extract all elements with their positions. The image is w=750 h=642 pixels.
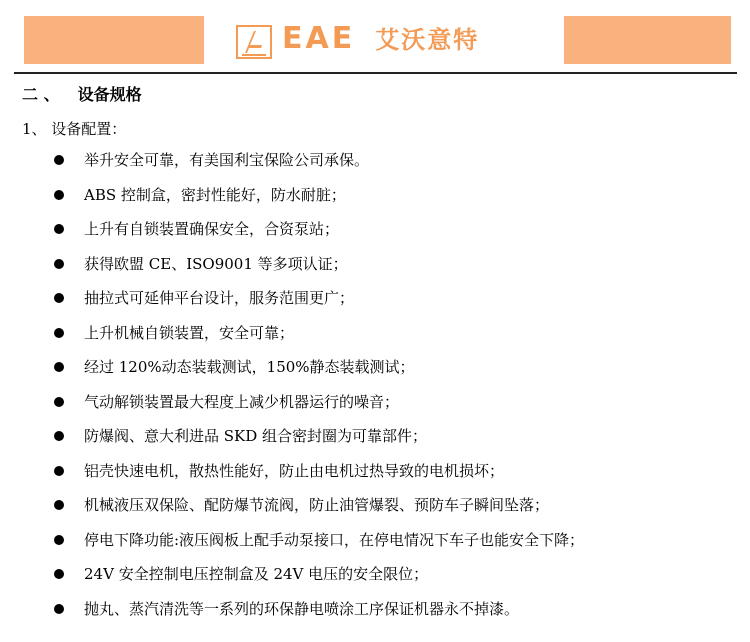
- list-item-text: 气动解锁装置最大程度上减少机器运行的噪音；: [84, 392, 400, 411]
- list-item-text: 抽拉式可延伸平台设计，服务范围更广；: [84, 289, 355, 307]
- list-item-text: 举升安全可靠，有美国利宝保险公司承保。: [84, 151, 370, 169]
- section-number: 二 、: [22, 85, 60, 104]
- bullet-icon: [54, 466, 64, 476]
- list-item-text: 上升有自锁装置确保安全，合资泵站；: [84, 220, 340, 238]
- bullet-icon: [54, 259, 64, 269]
- list-item-text: 机械液压双保险、配防爆节流阀，防止油管爆裂、预防车子瞬间坠落；: [84, 496, 550, 514]
- bullet-icon: [54, 535, 64, 545]
- bullet-icon: [54, 500, 64, 510]
- bullet-icon: [54, 569, 64, 579]
- bullet-icon: [54, 328, 64, 338]
- bullet-icon: [54, 190, 64, 200]
- list-item-text: 24V 安全控制电压控制盒及 24V 电压的安全限位；: [84, 565, 429, 583]
- bullet-icon: [54, 362, 64, 372]
- bullet-icon: [54, 604, 64, 614]
- logo-en: EAE: [282, 21, 356, 56]
- list-item-text: 防爆阀、意大利进品 SKD 组合密封圈为可靠部件；: [84, 427, 428, 445]
- list-item-text: 经过 120%动态装载测试，150%静态装载测试；: [84, 358, 415, 376]
- header-band-left: [24, 16, 204, 64]
- bullet-icon: [54, 431, 64, 441]
- logo-cn: 艾沃意特: [375, 26, 480, 54]
- list-item-text: 抛丸、蒸汽清洗等一系列的环保静电喷涂工序保证机器永不掉漆。: [84, 599, 520, 618]
- header-rule: [14, 72, 737, 74]
- bullet-icon: [54, 224, 64, 234]
- list-item-text: 获得欧盟 CE、ISO9001 等多项认证；: [84, 254, 348, 273]
- bullet-icon: [54, 397, 64, 407]
- section-title-text: 设备规格: [77, 85, 142, 104]
- logo-icon: [236, 25, 272, 59]
- list-item-text: 铝壳快速电机，散热性能好，防止由电机过热导致的电机损坏；: [84, 461, 505, 480]
- logo: [282, 20, 479, 60]
- bullet-icon: [54, 155, 64, 165]
- bullet-icon: [54, 293, 64, 303]
- section-title: [22, 82, 142, 105]
- list-item-text: 停电下降功能:液压阀板上配手动泵接口，在停电情况下车子也能安全下降；: [84, 530, 585, 549]
- list-item-text: ABS 控制盒，密封性能好，防水耐脏；: [84, 185, 346, 204]
- list-item-text: 上升机械自锁装置，安全可靠；: [84, 323, 295, 342]
- header-band-right: [564, 16, 731, 64]
- subheading: 1、 设备配置：: [22, 120, 127, 138]
